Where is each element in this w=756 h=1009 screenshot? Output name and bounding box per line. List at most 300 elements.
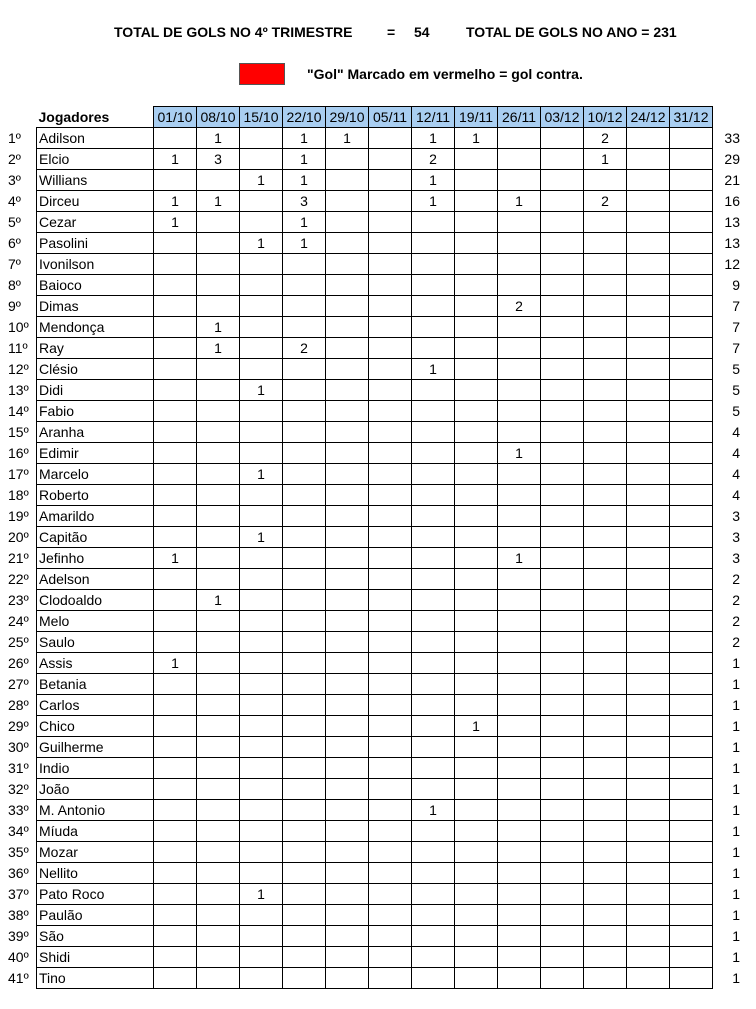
- goal-cell: [369, 695, 412, 716]
- goal-cell: [498, 380, 541, 401]
- goal-cell: [240, 275, 283, 296]
- goal-cell: [154, 842, 197, 863]
- goal-cell: [498, 653, 541, 674]
- goal-cell: [369, 338, 412, 359]
- goal-cell: 3: [283, 191, 326, 212]
- goal-cell: [627, 737, 670, 758]
- goal-cell: [541, 296, 584, 317]
- goal-cell: [412, 632, 455, 653]
- player-name: Chico: [37, 716, 154, 737]
- table-row: [37, 485, 713, 506]
- player-rank: 4º: [8, 193, 21, 209]
- player-name: Assis: [37, 653, 154, 674]
- goal-cell: [541, 212, 584, 233]
- goal-cell: [154, 569, 197, 590]
- table-row: [37, 674, 713, 695]
- goal-cell: [326, 758, 369, 779]
- goal-cell: [154, 464, 197, 485]
- goal-cell: [369, 254, 412, 275]
- player-total: 1: [732, 802, 740, 818]
- goal-cell: 1: [326, 128, 369, 149]
- goal-cell: [154, 674, 197, 695]
- table-row: [37, 191, 713, 212]
- player-name: Willians: [37, 170, 154, 191]
- player-total: 2: [732, 592, 740, 608]
- date-header: 01/10: [154, 107, 197, 128]
- goal-cell: 1: [197, 128, 240, 149]
- goal-cell: [197, 800, 240, 821]
- player-rank: 18º: [8, 487, 29, 503]
- goal-cell: [154, 401, 197, 422]
- table-row: [37, 884, 713, 905]
- goal-cell: [326, 926, 369, 947]
- goal-cell: [541, 569, 584, 590]
- table-row: [37, 779, 713, 800]
- table-row: [37, 359, 713, 380]
- goal-cell: [412, 506, 455, 527]
- player-total: 1: [732, 823, 740, 839]
- goal-cell: [498, 338, 541, 359]
- player-name: Cezar: [37, 212, 154, 233]
- goal-cell: [670, 590, 713, 611]
- goal-cell: [541, 821, 584, 842]
- player-total: 12: [724, 256, 740, 272]
- player-name: Jefinho: [37, 548, 154, 569]
- table-row: [37, 947, 713, 968]
- goal-cell: [627, 317, 670, 338]
- goal-cell: [455, 296, 498, 317]
- goal-cell: [627, 338, 670, 359]
- goal-cell: [541, 863, 584, 884]
- goal-cell: [670, 149, 713, 170]
- goal-cell: [670, 758, 713, 779]
- goal-cell: [412, 380, 455, 401]
- goal-cell: [498, 128, 541, 149]
- goal-cell: [541, 779, 584, 800]
- table-row: [37, 611, 713, 632]
- goal-cell: [455, 779, 498, 800]
- legend-text: "Gol" Marcado em vermelho = gol contra.: [307, 66, 583, 82]
- player-rank: 23º: [8, 592, 29, 608]
- goal-cell: [240, 821, 283, 842]
- table-row: [37, 275, 713, 296]
- goal-cell: [455, 527, 498, 548]
- goal-cell: [541, 905, 584, 926]
- goal-cell: [369, 590, 412, 611]
- goal-cell: [412, 653, 455, 674]
- goal-cell: [627, 611, 670, 632]
- player-rank: 29º: [8, 718, 29, 734]
- goal-cell: [455, 611, 498, 632]
- goal-cell: [197, 716, 240, 737]
- goal-cell: 1: [498, 548, 541, 569]
- goal-cell: [154, 695, 197, 716]
- goal-cell: [584, 317, 627, 338]
- player-name: Dimas: [37, 296, 154, 317]
- player-total: 33: [724, 130, 740, 146]
- player-name: Ivonilson: [37, 254, 154, 275]
- goal-cell: [541, 506, 584, 527]
- goal-cell: [326, 905, 369, 926]
- player-total: 5: [732, 403, 740, 419]
- goal-cell: [412, 296, 455, 317]
- goal-cell: [498, 926, 541, 947]
- goal-cell: [670, 170, 713, 191]
- goal-cell: [326, 884, 369, 905]
- table-row: [37, 653, 713, 674]
- goal-cell: [197, 485, 240, 506]
- goal-cell: [412, 233, 455, 254]
- goal-cell: [498, 695, 541, 716]
- goal-cell: [670, 884, 713, 905]
- table-row: [37, 905, 713, 926]
- goal-cell: [197, 527, 240, 548]
- goal-cell: [154, 863, 197, 884]
- goal-cell: [412, 905, 455, 926]
- goal-cell: [627, 275, 670, 296]
- goal-cell: [369, 485, 412, 506]
- goal-cell: [498, 212, 541, 233]
- player-rank: 40º: [8, 949, 29, 965]
- goal-cell: [670, 674, 713, 695]
- goal-cell: [627, 233, 670, 254]
- quarter-total-label: TOTAL DE GOLS NO 4º TRIMESTRE: [114, 24, 353, 40]
- goal-cell: [455, 674, 498, 695]
- player-total: 21: [724, 172, 740, 188]
- player-total: 1: [732, 676, 740, 692]
- goal-cell: [326, 275, 369, 296]
- goal-cell: [326, 443, 369, 464]
- goals-table: [36, 106, 713, 989]
- goal-cell: [240, 674, 283, 695]
- goal-cell: [154, 884, 197, 905]
- goal-cell: 1: [412, 800, 455, 821]
- player-name: Didi: [37, 380, 154, 401]
- players-header: Jogadores: [38, 108, 110, 125]
- goal-cell: [283, 380, 326, 401]
- goal-cell: [283, 590, 326, 611]
- goal-cell: [627, 590, 670, 611]
- goal-cell: [455, 422, 498, 443]
- player-total: 5: [732, 361, 740, 377]
- goal-cell: [541, 611, 584, 632]
- goal-cell: [455, 401, 498, 422]
- table-row: [37, 296, 713, 317]
- goal-cell: [412, 947, 455, 968]
- goal-cell: [541, 191, 584, 212]
- goal-cell: 1: [154, 653, 197, 674]
- player-rank: 14º: [8, 403, 29, 419]
- goal-cell: [240, 611, 283, 632]
- goal-cell: [283, 359, 326, 380]
- goal-cell: [455, 254, 498, 275]
- goal-cell: [240, 695, 283, 716]
- goal-cell: [541, 422, 584, 443]
- goal-cell: [541, 380, 584, 401]
- goal-cell: [369, 527, 412, 548]
- goal-cell: 1: [154, 191, 197, 212]
- goal-cell: [283, 275, 326, 296]
- player-rank: 34º: [8, 823, 29, 839]
- goal-cell: [197, 758, 240, 779]
- goal-cell: [412, 422, 455, 443]
- goal-cell: [240, 653, 283, 674]
- goal-cell: [498, 779, 541, 800]
- goal-cell: [498, 737, 541, 758]
- goal-cell: [369, 296, 412, 317]
- goal-cell: [627, 422, 670, 443]
- goal-cell: [670, 128, 713, 149]
- goal-cell: [197, 380, 240, 401]
- player-rank: 35º: [8, 844, 29, 860]
- goal-cell: 1: [197, 338, 240, 359]
- goal-cell: [283, 485, 326, 506]
- goal-cell: [154, 947, 197, 968]
- player-rank: 36º: [8, 865, 29, 881]
- goal-cell: [541, 758, 584, 779]
- player-name: Saulo: [37, 632, 154, 653]
- player-name: Guilherme: [37, 737, 154, 758]
- goal-cell: [326, 695, 369, 716]
- player-name: Adilson: [37, 128, 154, 149]
- player-name: Mozar: [37, 842, 154, 863]
- goal-cell: [541, 359, 584, 380]
- goal-cell: [326, 947, 369, 968]
- goal-cell: [670, 863, 713, 884]
- goal-cell: [498, 632, 541, 653]
- goal-cell: [240, 926, 283, 947]
- goal-cell: 1: [283, 128, 326, 149]
- goal-cell: 1: [498, 191, 541, 212]
- goal-cell: [627, 569, 670, 590]
- goal-cell: [670, 611, 713, 632]
- goal-cell: [541, 401, 584, 422]
- goal-cell: [154, 338, 197, 359]
- goal-cell: [283, 695, 326, 716]
- goal-cell: [283, 800, 326, 821]
- goal-cell: [627, 905, 670, 926]
- player-name: Melo: [37, 611, 154, 632]
- goal-cell: [541, 128, 584, 149]
- player-name: João: [37, 779, 154, 800]
- goal-cell: [584, 380, 627, 401]
- goal-cell: 1: [240, 884, 283, 905]
- player-name: Paulão: [37, 905, 154, 926]
- year-total-value: 231: [653, 24, 677, 40]
- player-name: Edimir: [37, 443, 154, 464]
- player-total: 16: [724, 193, 740, 209]
- player-name: Pasolini: [37, 233, 154, 254]
- date-header: 15/10: [240, 107, 283, 128]
- player-rank: 32º: [8, 781, 29, 797]
- goal-cell: [412, 779, 455, 800]
- goal-cell: 1: [412, 128, 455, 149]
- goal-cell: [670, 548, 713, 569]
- goal-cell: [283, 422, 326, 443]
- goal-cell: [455, 569, 498, 590]
- goal-cell: [498, 149, 541, 170]
- goal-cell: [197, 359, 240, 380]
- goal-cell: [154, 254, 197, 275]
- player-name: Clésio: [37, 359, 154, 380]
- date-header: 08/10: [197, 107, 240, 128]
- goal-cell: [541, 737, 584, 758]
- player-total: 3: [732, 529, 740, 545]
- goal-cell: [412, 968, 455, 989]
- goal-cell: [627, 527, 670, 548]
- table-row: [37, 821, 713, 842]
- goal-cell: [498, 611, 541, 632]
- date-header: 05/11: [369, 107, 412, 128]
- goal-cell: [240, 149, 283, 170]
- goal-cell: [498, 506, 541, 527]
- table-row: [37, 170, 713, 191]
- goal-cell: [369, 149, 412, 170]
- goal-cell: [584, 527, 627, 548]
- goal-cell: [197, 296, 240, 317]
- goal-cell: 1: [283, 170, 326, 191]
- player-rank: 37º: [8, 886, 29, 902]
- goal-cell: [326, 338, 369, 359]
- goal-cell: [326, 590, 369, 611]
- goal-cell: [412, 695, 455, 716]
- goal-cell: [283, 632, 326, 653]
- goal-cell: [670, 695, 713, 716]
- goal-cell: [541, 170, 584, 191]
- goal-cell: [369, 842, 412, 863]
- goal-cell: [455, 275, 498, 296]
- date-header: 22/10: [283, 107, 326, 128]
- goal-cell: [154, 380, 197, 401]
- goal-cell: [369, 464, 412, 485]
- date-header: 10/12: [584, 107, 627, 128]
- goal-cell: [670, 422, 713, 443]
- player-total: 9: [732, 277, 740, 293]
- goal-cell: [240, 758, 283, 779]
- goal-cell: [455, 380, 498, 401]
- goal-cell: [240, 632, 283, 653]
- player-name: Ray: [37, 338, 154, 359]
- goal-cell: [627, 212, 670, 233]
- goal-cell: [412, 212, 455, 233]
- goal-cell: [369, 632, 412, 653]
- table-row: [37, 338, 713, 359]
- goal-cell: [498, 821, 541, 842]
- goal-cell: [627, 128, 670, 149]
- goal-cell: [369, 947, 412, 968]
- goal-cell: 1: [154, 149, 197, 170]
- goal-cell: [197, 506, 240, 527]
- goal-cell: [627, 821, 670, 842]
- table-row: [37, 401, 713, 422]
- table-row: [37, 695, 713, 716]
- goal-cell: [154, 590, 197, 611]
- goal-cell: [627, 947, 670, 968]
- goal-cell: 1: [584, 149, 627, 170]
- goal-cell: [197, 170, 240, 191]
- goal-cell: [240, 296, 283, 317]
- goal-cell: [326, 821, 369, 842]
- goal-cell: [197, 779, 240, 800]
- goal-cell: [283, 443, 326, 464]
- goal-cell: [326, 401, 369, 422]
- goal-cell: [541, 275, 584, 296]
- player-name: Aranha: [37, 422, 154, 443]
- goal-cell: [197, 632, 240, 653]
- goal-cell: [455, 884, 498, 905]
- player-total: 3: [732, 550, 740, 566]
- goal-cell: [498, 947, 541, 968]
- player-name: Mendonça: [37, 317, 154, 338]
- player-name: Betania: [37, 674, 154, 695]
- goal-cell: [498, 590, 541, 611]
- goal-cell: [541, 947, 584, 968]
- goal-cell: [541, 632, 584, 653]
- goal-cell: [670, 212, 713, 233]
- goal-cell: [455, 506, 498, 527]
- goal-cell: [627, 863, 670, 884]
- goal-cell: [541, 338, 584, 359]
- table-row: [37, 548, 713, 569]
- goal-cell: [326, 548, 369, 569]
- goal-cell: 1: [455, 716, 498, 737]
- goal-cell: [455, 968, 498, 989]
- goal-cell: [369, 737, 412, 758]
- date-header: 19/11: [455, 107, 498, 128]
- goal-cell: [326, 380, 369, 401]
- goal-cell: [541, 254, 584, 275]
- goal-cell: [326, 464, 369, 485]
- goal-cell: [369, 359, 412, 380]
- goal-cell: [197, 968, 240, 989]
- goal-cell: [627, 506, 670, 527]
- goal-cell: [412, 716, 455, 737]
- goal-cell: [584, 842, 627, 863]
- goal-cell: [326, 569, 369, 590]
- player-name: Fabio: [37, 401, 154, 422]
- goal-cell: [154, 716, 197, 737]
- player-name: São: [37, 926, 154, 947]
- goal-cell: [283, 716, 326, 737]
- goal-cell: [627, 191, 670, 212]
- goal-cell: [283, 947, 326, 968]
- player-total: 4: [732, 487, 740, 503]
- goal-cell: [455, 443, 498, 464]
- player-name: Shidi: [37, 947, 154, 968]
- player-name: Nellito: [37, 863, 154, 884]
- goal-cell: [240, 716, 283, 737]
- goal-cell: [455, 905, 498, 926]
- goal-cell: [584, 758, 627, 779]
- goal-cell: [584, 863, 627, 884]
- goal-cell: [498, 968, 541, 989]
- goal-cell: [498, 317, 541, 338]
- date-header: 26/11: [498, 107, 541, 128]
- goal-cell: [627, 716, 670, 737]
- goal-cell: [584, 338, 627, 359]
- table-row: [37, 737, 713, 758]
- goal-cell: [154, 905, 197, 926]
- goal-cell: [326, 716, 369, 737]
- goal-cell: [455, 170, 498, 191]
- goal-cell: [240, 317, 283, 338]
- goal-cell: [197, 821, 240, 842]
- goal-cell: [670, 632, 713, 653]
- goal-cell: [283, 863, 326, 884]
- player-rank: 6º: [8, 235, 21, 251]
- year-total-text: [466, 24, 677, 40]
- table-row: [37, 968, 713, 989]
